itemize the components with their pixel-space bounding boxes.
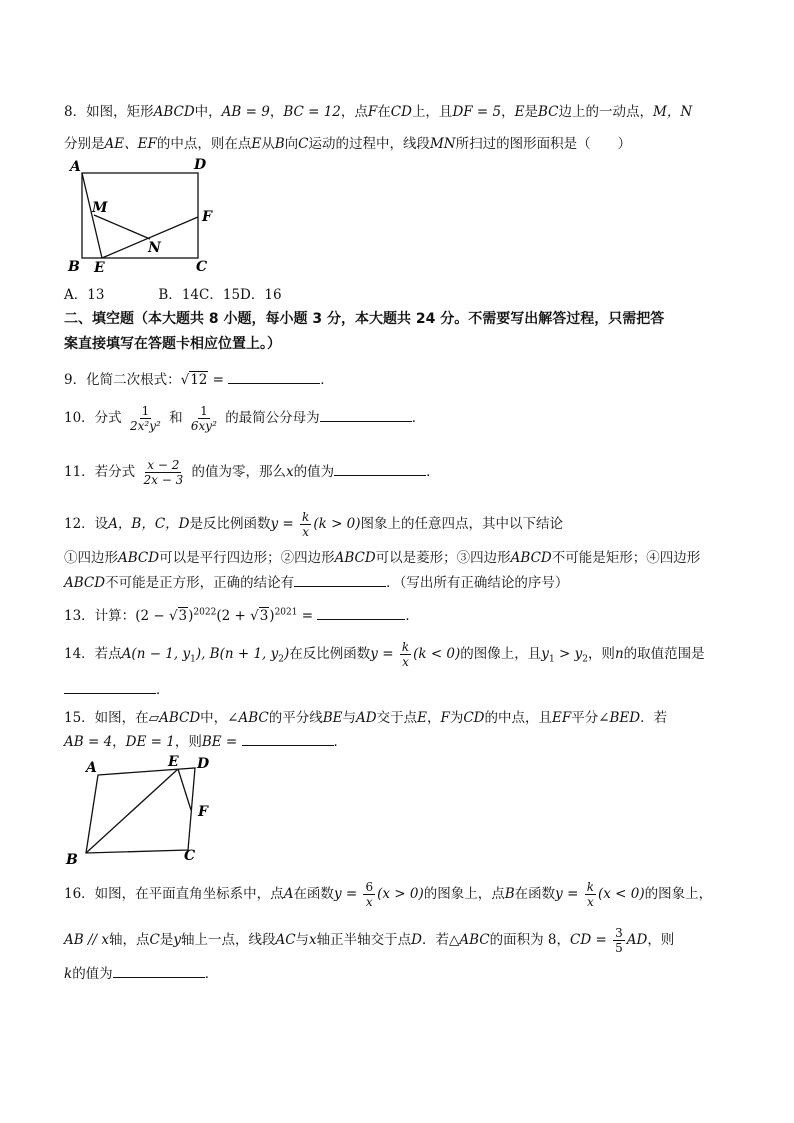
q15-line1: 15．如图，在▱ABCD中，∠ABC的平分线BE与AD交于点E，F为CD的中点，且EF平分∠BED．若 — [64, 710, 668, 726]
q8-line2: 分别是AE、EF的中点，则在点E从B向C运动的过程中，线段MN所扫过的图形面积是（ ） — [64, 136, 632, 152]
label-M: M — [92, 200, 108, 216]
label-B: B — [68, 259, 80, 275]
q14-line2: ． — [64, 678, 170, 698]
label-F: F — [198, 804, 208, 820]
q12-line2: ①四边形ABCD可以是平行四边形；②四边形ABCD可以是菱形；③四边形ABCD不可能是矩形；④四边形 — [64, 550, 701, 566]
q11: 11．若分式 $\frac{x - 2}{2x - 3}$ 的值为零，那么x的值为 ． — [64, 458, 440, 487]
q16-line1: 16．如图，在平面直角坐标系中，点A在函数y = $\frac{6}{x}$ (x > 0)的图象上，点B在函数y = $\frac{k}{x}$ (x < 0)的图象上， — [64, 880, 713, 909]
segment-mn — [94, 215, 150, 239]
q13: 13．计算：$(2 - √3)^{2022}(2 + √3)^{2021}$ = ． — [64, 607, 419, 624]
q15-line2: AB = 4，DE = 1，则BE = ． — [64, 734, 348, 750]
label-F: F — [202, 209, 212, 225]
segment-ef — [178, 769, 191, 810]
section2-heading-line1: 二、填空题（本大题共 8 小题，每小题 3 分，本大题共 24 分。不需要写出解答过程，只需把答 — [64, 311, 665, 327]
q9-answer-blank[interactable] — [228, 371, 320, 384]
q14-line1: 14．若点A(n − 1, $y_1$), B(n + 1, $y_2$)在反比例函数y = $\frac{k}{x}$ (k < 0)的图像上，且$y_1 > y_2$，则n的取值范围是 — [64, 640, 705, 669]
q12-line1: 12．设A，B，C，D是反比例函数y = $\frac{k}{x}$ (k > 0)图象上的任意四点，其中以下结论 — [64, 510, 564, 539]
label-B: B — [66, 852, 78, 868]
q9: 9．化简二次根式：√12 = ． — [64, 372, 334, 388]
label-E: E — [168, 754, 179, 770]
label-D: D — [197, 756, 210, 772]
q11-answer-blank[interactable] — [334, 463, 426, 476]
q15-figure — [60, 750, 230, 870]
q12-line3: ABCD不可能是正方形，正确的结论有 ．（写出所有正确结论的序号） — [64, 575, 569, 591]
q8-options: A．13 B．14C．15D．16 — [64, 287, 282, 303]
label-N: N — [148, 240, 161, 256]
label-D: D — [194, 157, 207, 173]
q16-line3: k的值为 ． — [64, 966, 219, 982]
q14-answer-blank[interactable] — [64, 681, 156, 694]
label-E: E — [94, 260, 105, 276]
label-A: A — [70, 159, 81, 175]
q15-answer-blank[interactable] — [242, 733, 334, 746]
label-C: C — [196, 259, 208, 275]
q12-answer-blank[interactable] — [294, 574, 386, 587]
section2-heading-line2: 案直接填写在答题卡相应位置上。） — [64, 336, 281, 352]
label-C: C — [184, 848, 196, 864]
q10: 10．分式 $\frac{1}{\text{2x²y²}}$ 和 $\frac{1}{\text{6xy²}}$ 的最简公分母为 ． — [64, 404, 426, 433]
parallelogram-abcd — [86, 768, 195, 853]
q16-line2: AB // x轴，点C是y轴上一点，线段AC与x轴正半轴交于点D．若△ABC的面积为 8，CD = $\frac{3}{5}$ AD，则 — [64, 926, 675, 955]
q8-figure — [60, 155, 230, 280]
segment-be — [86, 769, 178, 853]
q10-answer-blank[interactable] — [320, 409, 412, 422]
q13-answer-blank[interactable] — [317, 607, 405, 620]
label-A: A — [86, 760, 97, 776]
q16-answer-blank[interactable] — [113, 965, 205, 978]
q8-line1: 8．如图，矩形ABCD中，AB = 9，BC = 12，点F在CD上，且DF = 5，E是BC边上的一动点，M，N — [64, 104, 693, 120]
